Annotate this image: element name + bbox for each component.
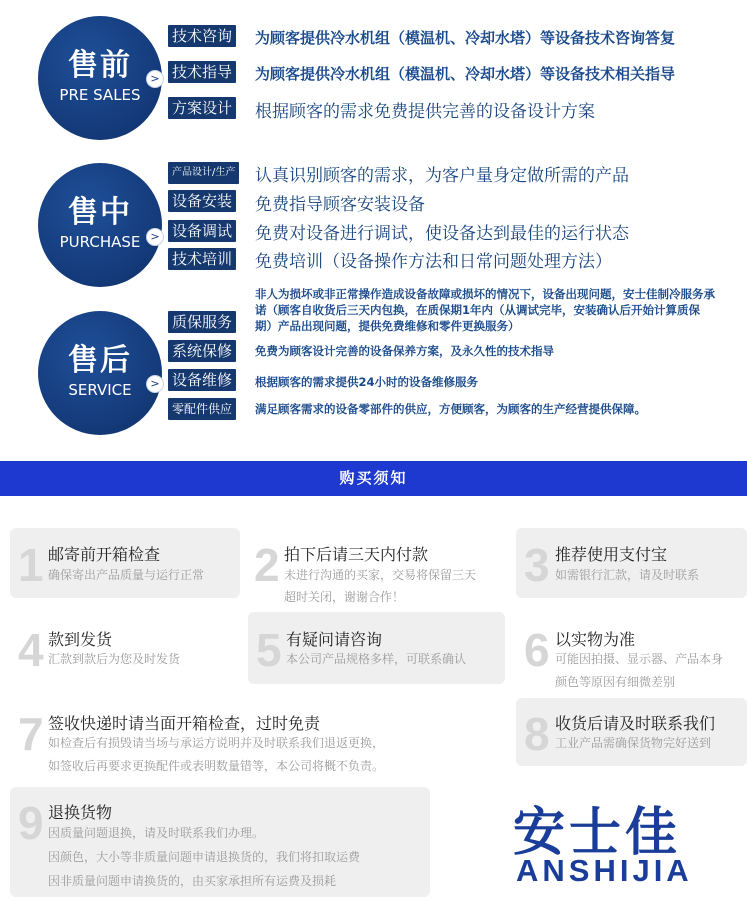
service-text-1: 非人为损坏或非正常操作造成设备故障或损坏的情况下，设备出现问题，安士佳制冷服务承诺（顾客自收货后三天内包换，在质保期1年内（从调试完毕，安装确认后开始计算质保期）产品出现问题，提供免费维修和零件更换服务） <box>255 287 715 333</box>
purchase-notice-banner: 购买须知 <box>0 461 747 496</box>
notice-title-4: 款到发货 <box>48 630 113 649</box>
purchase-text-1: 认真识别顾客的需求，为客户量身定做所需的产品 <box>255 166 629 186</box>
pre-sales-badge <box>38 16 162 140</box>
notice-line-3-1: 如需银行汇款，请及时联系 <box>555 568 700 582</box>
notice-line-6-1: 可能因拍摄、显示器、产品本身 <box>555 652 724 666</box>
pre-sales-tag-2: 技术指导 <box>168 61 236 83</box>
notice-number-9: 9 <box>18 797 44 849</box>
notice-line-2-2: 超时关闭，谢谢合作！ <box>284 590 405 604</box>
notice-title-6: 以实物为准 <box>555 630 636 649</box>
purchase-badge <box>38 163 162 287</box>
service-text-2: 免费为顾客设计完善的设备保养方案，及永久性的技术指导 <box>255 344 554 358</box>
notice-title-7: 签收快递时请当面开箱检查，过时免责 <box>48 714 321 733</box>
pre-sales-tag-1: 技术咨询 <box>168 25 236 47</box>
notice-number-5: 5 <box>256 624 282 676</box>
notice-number-2: 2 <box>254 539 280 591</box>
service-chevron-icon: > <box>146 375 164 393</box>
service-title: 售后 <box>68 343 132 378</box>
purchase-tag-1: 产品设计/生产 <box>168 162 239 184</box>
pre-sales-text-3: 根据顾客的需求免费提供完善的设备设计方案 <box>255 102 595 122</box>
purchase-subtitle: PURCHASE <box>59 233 141 251</box>
pre-sales-text-1: 为顾客提供冷水机组（模温机、冷却水塔）等设备技术咨询答复 <box>255 29 676 47</box>
service-subtitle: SERVICE <box>68 381 132 399</box>
notice-number-3: 3 <box>524 539 550 591</box>
notice-line-8-1: 工业产品需确保货物完好送到 <box>555 736 712 750</box>
pre-sales-text-2: 为顾客提供冷水机组（模温机、冷却水塔）等设备技术相关指导 <box>255 65 676 83</box>
notice-title-2: 拍下后请三天内付款 <box>284 545 429 564</box>
service-text-3: 根据顾客的需求提供24小时的设备维修服务 <box>255 375 479 389</box>
notice-line-6-2: 颜色等原因有细微差别 <box>555 675 676 689</box>
service-tag-4: 零配件供应 <box>168 398 236 420</box>
service-tag-1: 质保服务 <box>168 311 236 333</box>
service-tag-3: 设备维修 <box>168 369 236 391</box>
notice-title-1: 邮寄前开箱检查 <box>48 545 161 564</box>
notice-number-6: 6 <box>524 624 550 676</box>
pre-sales-subtitle: PRE SALES <box>59 86 141 104</box>
notice-line-4-1: 汇款到款后为您及时发货 <box>48 652 181 666</box>
brand-logo-cn: 安士佳 <box>513 803 682 863</box>
purchase-title: 售中 <box>68 195 132 230</box>
purchase-text-3: 免费对设备进行调试，使设备达到最佳的运行状态 <box>255 224 629 244</box>
notice-number-7: 7 <box>18 708 44 760</box>
notice-line-5-1: 本公司产品规格多样，可联系确认 <box>286 652 467 666</box>
notice-line-9-2: 因颜色，大小等非质量问题申请退换货的，我们将扣取运费 <box>48 850 361 864</box>
brand-logo-en: ANSHIJIA <box>516 853 693 888</box>
notice-title-8: 收货后请及时联系我们 <box>555 714 716 733</box>
notice-number-4: 4 <box>18 624 44 676</box>
purchase-text-4: 免费培训（设备操作方法和日常问题处理方法） <box>255 252 612 272</box>
notice-line-7-2: 如签收后再要求更换配件或表明数量错等，本公司将概不负责。 <box>48 759 385 773</box>
purchase-tag-3: 设备调试 <box>168 220 236 242</box>
notice-line-1-1: 确保寄出产品质量与运行正常 <box>48 568 205 582</box>
notice-title-9: 退换货物 <box>48 803 113 822</box>
pre-sales-tag-3: 方案设计 <box>168 97 236 119</box>
notice-number-8: 8 <box>524 708 550 760</box>
notice-title-5: 有疑问请咨询 <box>286 630 383 649</box>
service-tag-2: 系统保修 <box>168 340 236 362</box>
notice-title-3: 推荐使用支付宝 <box>555 545 668 564</box>
pre-sales-chevron-icon: > <box>146 70 164 88</box>
service-badge <box>38 311 162 435</box>
pre-sales-title: 售前 <box>68 48 132 83</box>
purchase-tag-2: 设备安装 <box>168 190 236 212</box>
notice-line-9-1: 因质量问题退换，请及时联系我们办理。 <box>48 826 265 840</box>
notice-line-9-3: 因非质量问题申请换货的，由买家承担所有运费及损耗 <box>48 874 337 888</box>
purchase-chevron-icon: > <box>146 228 164 246</box>
purchase-tag-4: 技术培训 <box>168 248 236 270</box>
purchase-text-2: 免费指导顾客安装设备 <box>255 195 425 215</box>
service-text-4: 满足顾客需求的设备零部件的供应，方便顾客，为顾客的生产经营提供保障。 <box>255 402 646 416</box>
notice-line-7-1: 如检查后有损毁请当场与承运方说明并及时联系我们退返更换， <box>48 736 385 750</box>
notice-number-1: 1 <box>18 539 44 591</box>
notice-line-2-1: 未进行沟通的买家，交易将保留三天 <box>284 568 477 582</box>
